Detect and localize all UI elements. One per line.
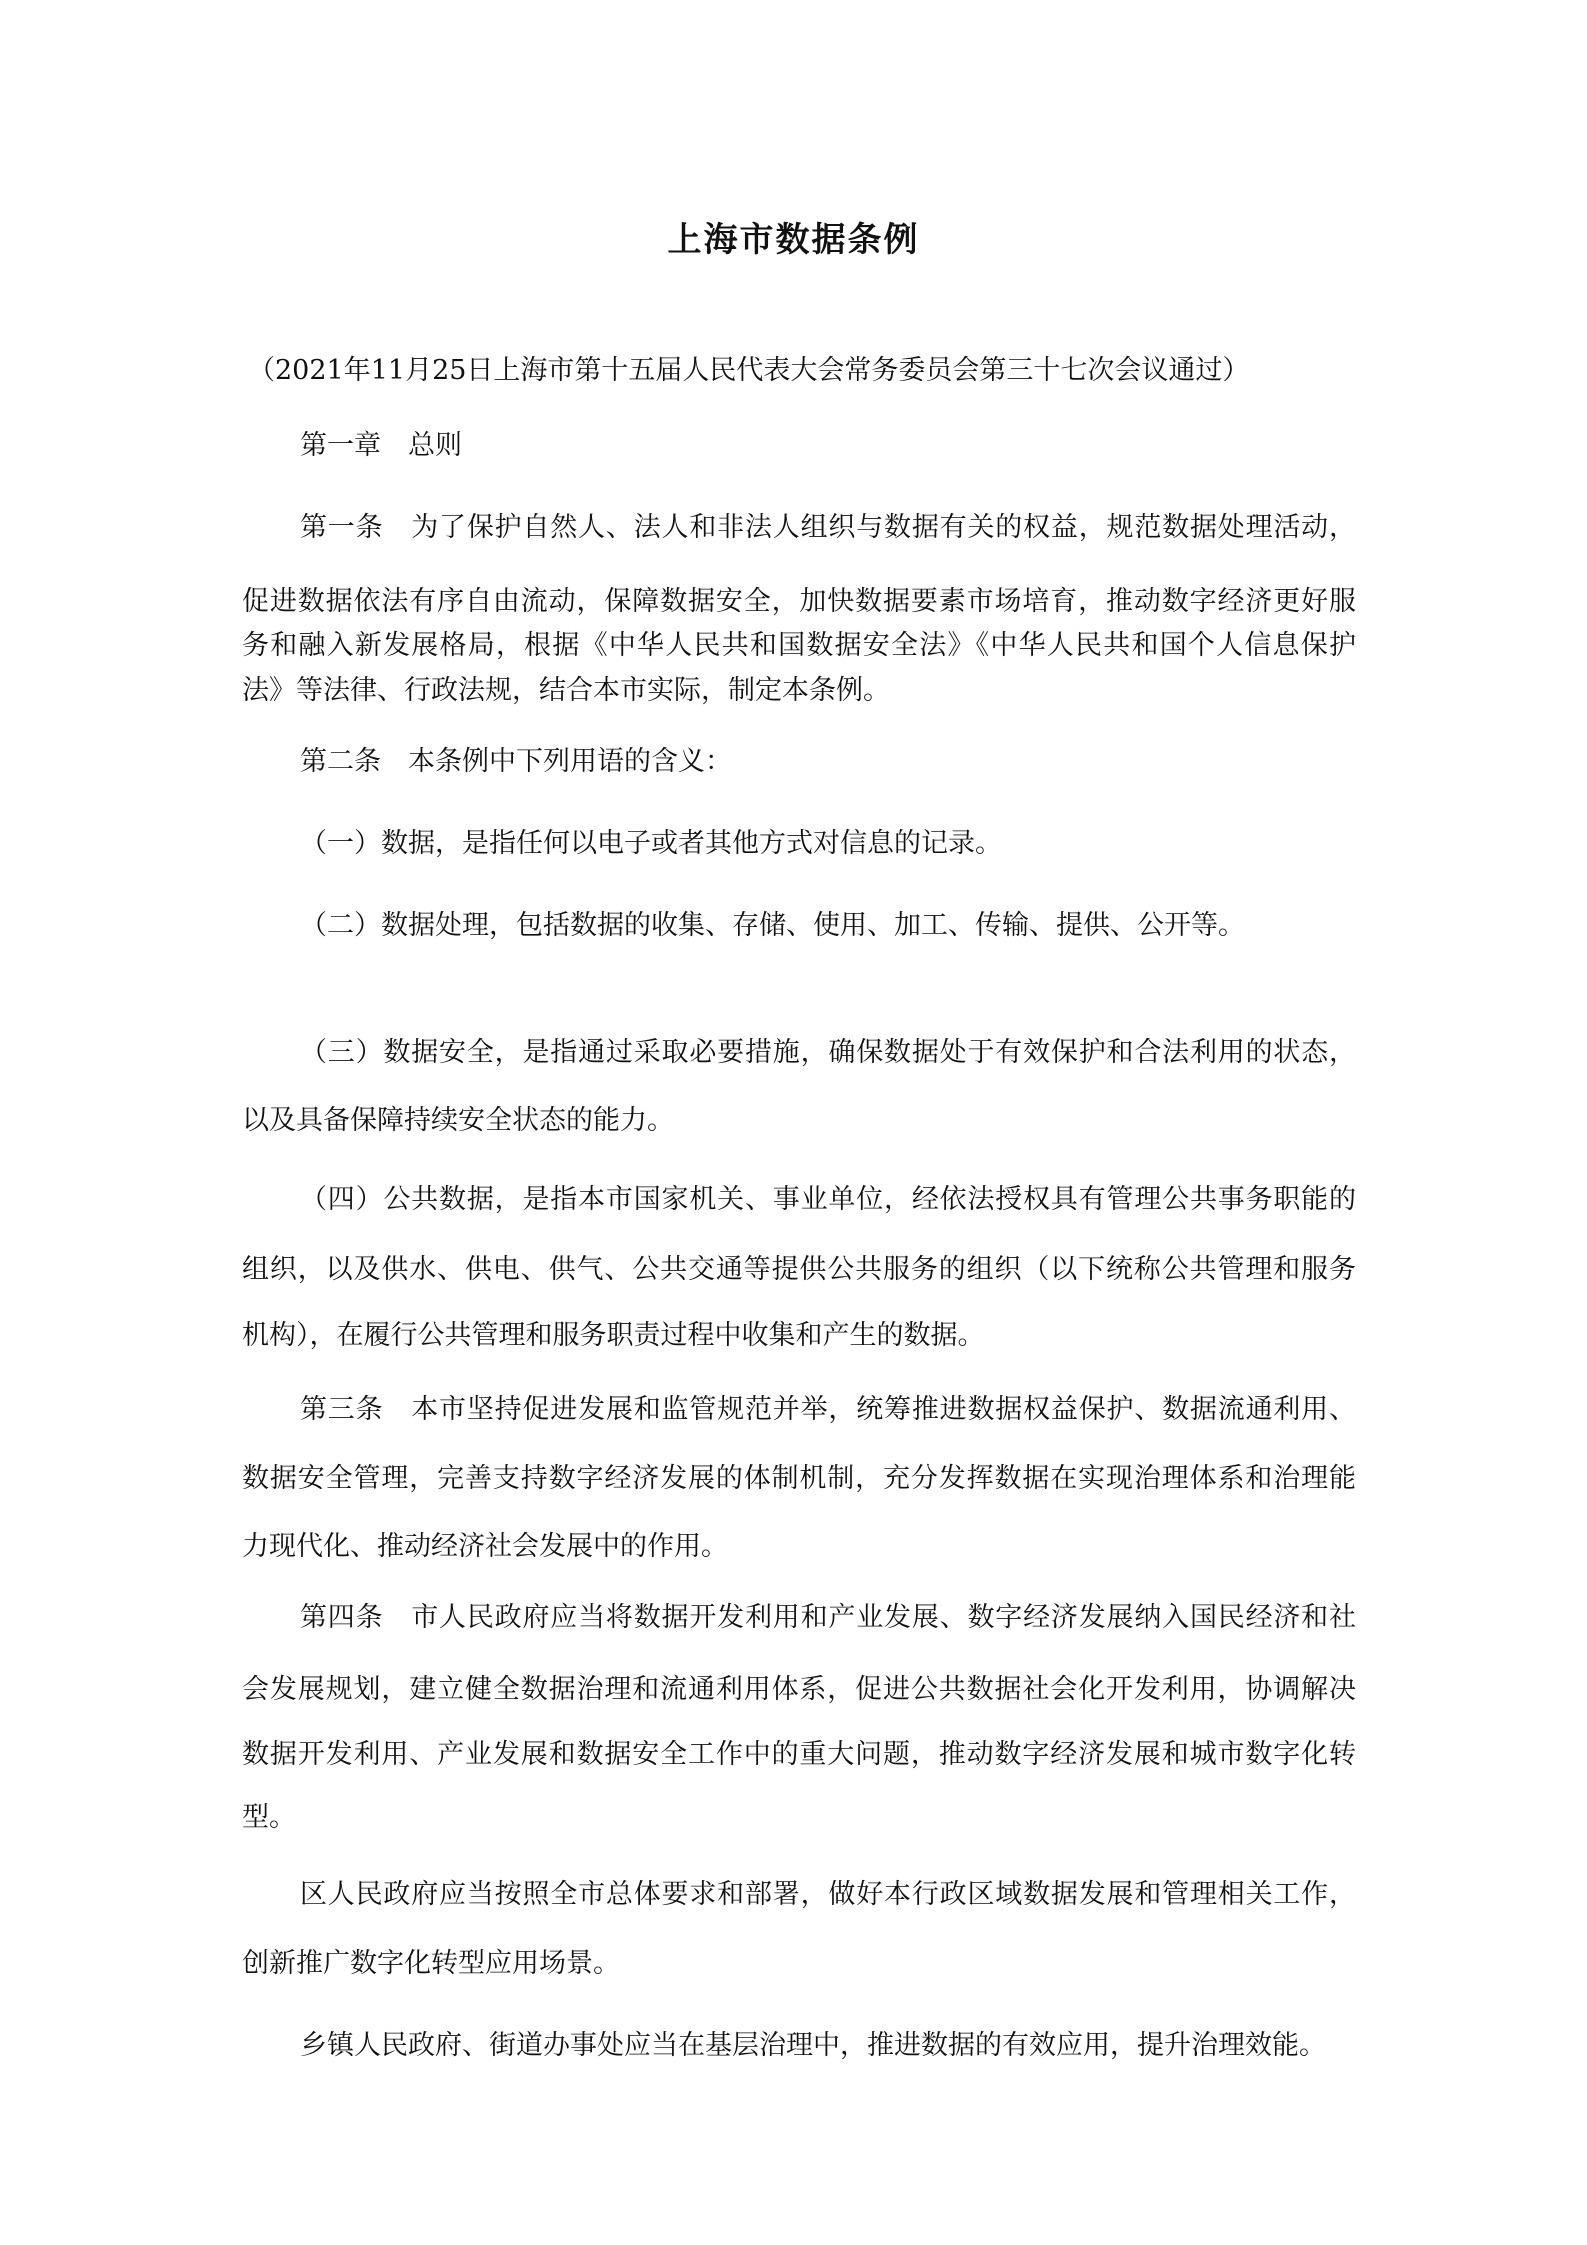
paragraph-line: （二）数据处理，包括数据的收集、存储、使用、加工、传输、提供、公开等。 — [300, 910, 1245, 941]
paragraph-line: 组织，以及供水、供电、供气、公共交通等提供公共服务的组织（以下统称公共管理和服务 — [242, 1254, 1356, 1285]
paragraph-line: 创新推广数字化转型应用场景。 — [242, 1948, 620, 1979]
paragraph-line: 以及具备保障持续安全状态的能力。 — [242, 1105, 674, 1136]
paragraph-line: 乡镇人民政府、街道办事处应当在基层治理中，推进数据的有效应用，提升治理效能。 — [300, 2030, 1326, 2061]
paragraph-line: 力现代化、推动经济社会发展中的作用。 — [242, 1531, 728, 1562]
paragraph-line: 第一章 总则 — [300, 430, 462, 461]
paragraph-line: 区人民政府应当按照全市总体要求和部署，做好本行政区域数据发展和管理相关工作， — [300, 1879, 1356, 1910]
paragraph-line: 第一条 为了保护自然人、法人和非法人组织与数据有关的权益，规范数据处理活动， — [300, 512, 1356, 543]
paragraph-line: （三）数据安全，是指通过采取必要措施，确保数据处于有效保护和合法利用的状态， — [300, 1037, 1356, 1068]
paragraph-line: 机构），在履行公共管理和服务职责过程中收集和产生的数据。 — [242, 1320, 985, 1351]
paragraph-line: （四）公共数据，是指本市国家机关、事业单位，经依法授权具有管理公共事务职能的 — [300, 1184, 1356, 1215]
paragraph-line: 促进数据依法有序自由流动，保障数据安全，加快数据要素市场培育，推动数字经济更好服 — [242, 586, 1356, 617]
paragraph-line: 法》等法律、行政法规，结合本市实际，制定本条例。 — [242, 675, 890, 706]
paragraph-line: 数据开发利用、产业发展和数据安全工作中的重大问题，推动数字经济发展和城市数字化转 — [242, 1739, 1356, 1770]
adoption-note: （2021年11月25日上海市第十五届人民代表大会常务委员会第三十七次会议通过） — [248, 355, 1250, 386]
paragraph-line: 务和融入新发展格局，根据《中华人民共和国数据安全法》《中华人民共和国个人信息保护 — [242, 630, 1356, 661]
paragraph-line: 第二条 本条例中下列用语的含义： — [300, 746, 732, 777]
paragraph-line: 第三条 本市坚持促进发展和监管规范并举，统筹推进数据权益保护、数据流通利用、 — [300, 1394, 1356, 1425]
paragraph-line: 会发展规划，建立健全数据治理和流通利用体系，促进公共数据社会化开发利用，协调解决 — [242, 1674, 1356, 1705]
document-title: 上海市数据条例 — [667, 220, 920, 260]
paragraph-line: 数据安全管理，完善支持数字经济发展的体制机制，充分发挥数据在实现治理体系和治理能 — [242, 1463, 1356, 1494]
paragraph-line: 型。 — [242, 1802, 296, 1833]
paragraph-line: 第四条 市人民政府应当将数据开发利用和产业发展、数字经济发展纳入国民经济和社 — [300, 1602, 1356, 1633]
paragraph-line: （一）数据，是指任何以电子或者其他方式对信息的记录。 — [300, 828, 1002, 859]
